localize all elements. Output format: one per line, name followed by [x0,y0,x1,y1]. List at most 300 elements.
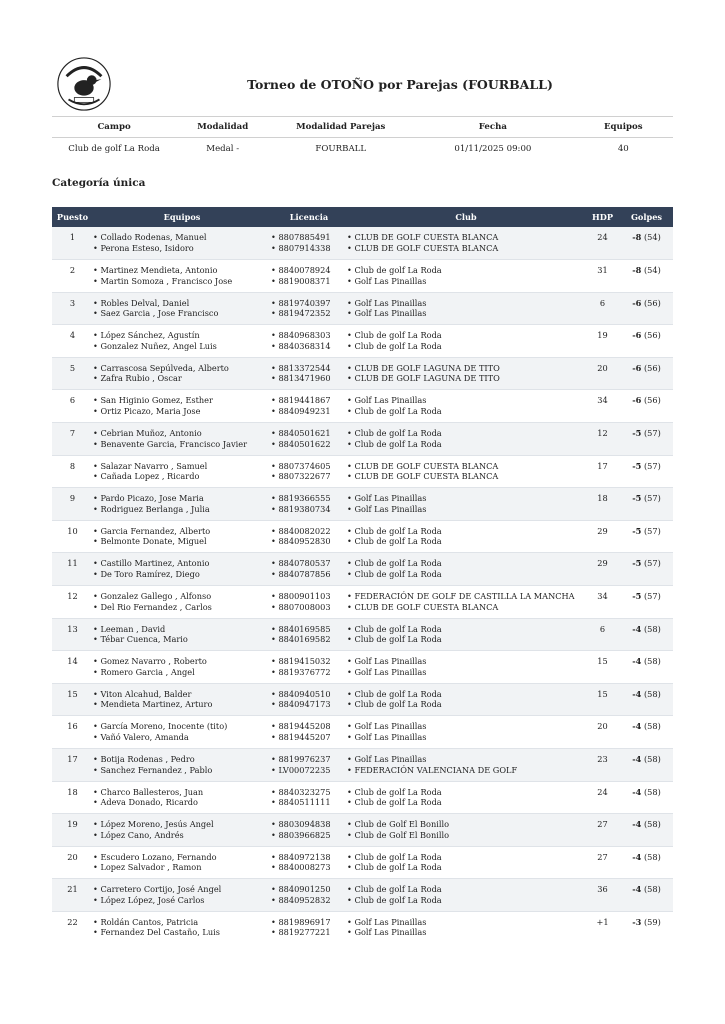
info-value-equipos: 40 [617,144,629,154]
license-number: • 8813372544 [271,363,347,374]
license-number: • 8819376772 [271,667,347,678]
table-row [52,455,673,488]
hdp-cell: +1 [585,911,620,944]
club-name-cell [347,488,585,521]
player-name-cell [93,814,271,847]
club-name-cell [347,227,585,260]
club-name: • Club de golf La Roda [347,439,585,450]
position-cell: 15 [52,683,93,716]
position-cell: 6 [52,390,93,423]
info-value-fecha: 01/11/2025 09:00 [454,144,532,154]
license-number: • 8840787856 [271,569,347,580]
score-to-par: -4 [632,656,642,667]
license-number: • 8819415032 [271,656,347,667]
hdp-cell: 24 [597,232,608,242]
golpes-cell [620,488,673,521]
license-number: • 8819445208 [271,721,347,732]
hdp-cell: 6 [585,292,620,325]
gross-score: (58) [643,721,661,732]
info-header-modalidad: Modalidad [176,117,269,138]
hdp-cell: 12 [585,423,620,456]
score-to-par: -4 [632,884,642,895]
table-row [52,651,673,684]
player-name: • Salazar Navarro , Samuel [93,461,271,472]
table-row [52,586,673,619]
table-row [52,781,673,814]
gross-score: (57) [643,558,661,569]
club-name: • Golf Las Pinaillas [347,504,585,515]
hdp-cell: 31 [585,260,620,293]
club-name: • Golf Las Pinaillas [347,493,585,504]
info-value-modalidad: Medal - [206,144,240,154]
position-cell: 22 [52,911,93,944]
club-name: • Golf Las Pinaillas [347,927,585,938]
player-name-cell [93,553,271,586]
table-row [52,618,673,651]
club-name-cell [347,586,585,619]
player-name: • Martinez Mendieta, Antonio [93,265,271,276]
club-name: • Club de golf La Roda [347,428,585,439]
table-row [52,227,673,260]
player-name: • López Sánchez, Agustín [93,330,271,341]
player-name-cell [93,227,271,260]
player-name: • Sanchez Fernandez , Pablo [93,765,271,776]
license-number: • 8807885491 [271,232,347,243]
info-value-modalidad-parejas: FOURBALL [315,144,367,154]
col-header-club: Club [347,207,585,227]
license-number: • 8813471960 [271,373,347,384]
score-to-par: -4 [632,754,642,764]
position-cell: 19 [52,814,93,847]
player-name: • Belmonte Donate, Miguel [93,536,271,547]
score-to-par: -4 [632,819,642,830]
player-name: • Charco Ballesteros, Juan [93,787,271,798]
player-name: • Lopez Salvador , Ramon [93,862,271,873]
player-name: • Tébar Cuenca, Mario [93,634,271,645]
gross-score: (56) [643,297,661,308]
hdp-cell: 19 [585,325,620,358]
gross-score: (57) [643,460,661,471]
license-number: • 8840947173 [271,699,347,710]
club-name-cell [347,455,585,488]
license-number: • 8840940510 [271,689,347,700]
gross-score: (58) [643,656,661,667]
position-cell: 5 [52,357,93,390]
score-to-par: -4 [632,688,642,699]
license-number-cell [271,879,347,912]
info-value-campo: Club de golf La Roda [68,144,160,154]
player-name: • Robles Delval, Daniel [93,298,271,309]
license-number: • 8819380734 [271,504,347,515]
position-cell: 11 [52,553,93,586]
golpes-cell [620,455,673,488]
position-cell: 16 [52,716,93,749]
golpes-cell [620,553,673,586]
license-number: • 8840078924 [271,265,347,276]
golpes-cell [620,716,673,749]
player-name: • Carrascosa Sepúlveda, Alberto [93,363,271,374]
score-to-par: -5 [632,525,642,536]
position-cell: 20 [52,846,93,879]
club-name: • FEDERACIÓN DE GOLF DE CASTILLA LA MANCHA [347,591,585,602]
license-number: • 8819472352 [271,308,347,319]
golpes-cell [620,423,673,456]
club-name-cell [347,683,585,716]
player-name-cell [93,879,271,912]
player-name: • Cañada Lopez , Ricardo [93,471,271,482]
golpes-cell [620,390,673,423]
golpes-cell [620,911,673,944]
player-name: • Gomez Navarro , Roberto [93,656,271,667]
golpes-cell [620,879,673,912]
player-name: • Benavente Garcia, Francisco Javier [93,439,271,450]
player-name: • García Moreno, Inocente (tito) [93,721,271,732]
club-name-cell [347,651,585,684]
position-cell: 21 [52,879,93,912]
player-name-cell [93,325,271,358]
license-number-cell [271,520,347,553]
score-to-par: -5 [632,558,642,569]
hdp-cell: 6 [585,618,620,651]
license-number: • 8840968303 [271,330,347,341]
player-name-cell [93,749,271,782]
license-number: • 8819896917 [271,917,347,928]
gross-score: (57) [643,525,661,536]
license-number-cell [271,781,347,814]
hdp-cell: 18 [585,488,620,521]
gross-score: (58) [643,851,661,862]
hdp-cell: 27 [585,814,620,847]
position-cell: 13 [52,618,93,651]
club-name-cell [347,911,585,944]
gross-score: (57) [643,428,661,439]
golpes-cell [620,846,673,879]
hdp-cell: 24 [585,781,620,814]
club-name-cell [347,423,585,456]
golpes-cell [620,781,673,814]
category-title: Categoría única [52,177,146,189]
gross-score: (57) [643,591,661,602]
club-name: • CLUB DE GOLF CUESTA BLANCA [347,243,585,254]
player-name: • Ortiz Picazo, Maria Jose [93,406,271,417]
license-number-cell [271,814,347,847]
club-name: • CLUB DE GOLF CUESTA BLANCA [347,602,585,613]
club-name-cell [347,553,585,586]
hdp-cell: 29 [585,520,620,553]
club-name: • CLUB DE GOLF LAGUNA DE TITO [347,363,585,374]
table-row [52,879,673,912]
club-name: • Club de Golf El Bonillo [347,830,585,841]
score-to-par: -6 [632,297,642,308]
gross-score: (56) [643,330,661,341]
results-body [52,227,673,944]
player-name: • Escudero Lozano, Fernando [93,852,271,863]
player-name: • Del Rio Fernandez , Carlos [93,602,271,613]
player-name: • Perona Esteso, Isidoro [93,243,271,254]
player-name-cell [93,260,271,293]
score-to-par: -5 [632,460,642,471]
player-name: • Viton Alcahud, Balder [93,689,271,700]
club-name-cell [347,325,585,358]
player-name: • San Higinio Gomez, Esther [93,395,271,406]
club-name: • Club de golf La Roda [347,797,585,808]
position-cell: 2 [52,260,93,293]
position-cell: 10 [52,520,93,553]
player-name: • Zafra Rubio , Oscar [93,373,271,384]
info-header-campo: Campo [52,117,176,138]
table-row [52,520,673,553]
license-number-cell [271,651,347,684]
player-name: • Gonzalez Gallego , Alfonso [93,591,271,602]
golpes-cell [620,520,673,553]
player-name-cell [93,586,271,619]
position-cell: 3 [52,292,93,325]
club-name-cell [347,716,585,749]
golpes-cell [620,227,673,260]
license-number: • 8840901250 [271,884,347,895]
club-name: • Club de golf La Roda [347,569,585,580]
club-name: • Club de Golf El Bonillo [347,819,585,830]
score-to-par: -6 [632,330,642,341]
score-to-par: -8 [632,232,642,242]
player-name: • López Moreno, Jesús Angel [93,819,271,830]
golpes-cell [620,618,673,651]
score-to-par: -4 [632,623,642,634]
license-number: • 8819445207 [271,732,347,743]
player-name-cell [93,292,271,325]
license-number-cell [271,292,347,325]
score-to-par: -4 [632,851,642,862]
player-name: • Carretero Cortijo, José Angel [93,884,271,895]
club-name: • Golf Las Pinaillas [347,667,585,678]
license-number: • 8840082022 [271,526,347,537]
license-number: • 8819441867 [271,395,347,406]
club-name-cell [347,879,585,912]
player-name: • Pardo Picazo, Jose Maria [93,493,271,504]
club-name: • Club de golf La Roda [347,895,585,906]
table-row [52,911,673,944]
info-header-fecha: Fecha [412,117,573,138]
position-cell: 1 [69,232,76,242]
license-number: • LV00072235 [271,765,347,776]
license-number: • 8840972138 [271,852,347,863]
player-name: • Vañó Valero, Amanda [93,732,271,743]
score-to-par: -6 [632,395,642,406]
golpes-cell [620,683,673,716]
club-name: • Club de golf La Roda [347,558,585,569]
hdp-cell: 20 [585,357,620,390]
table-row [52,357,673,390]
golpes-cell [620,292,673,325]
gross-score: (54) [643,232,661,242]
club-name: • Club de golf La Roda [347,884,585,895]
club-name: • CLUB DE GOLF CUESTA BLANCA [347,471,585,482]
license-number-cell [271,683,347,716]
license-number: • 8840008273 [271,862,347,873]
position-cell: 8 [52,455,93,488]
player-name-cell [93,618,271,651]
club-name: • Golf Las Pinaillas [347,395,585,406]
score-to-par: -4 [632,721,642,732]
table-row [52,846,673,879]
license-number-cell [271,749,347,782]
hdp-cell: 29 [585,553,620,586]
license-number-cell [271,553,347,586]
license-number: • 8819976237 [271,754,347,765]
score-to-par: -4 [632,786,642,797]
hdp-cell: 34 [585,586,620,619]
club-name: • Club de golf La Roda [347,330,585,341]
player-name-cell [93,651,271,684]
hdp-cell: 36 [585,879,620,912]
golpes-cell [620,749,673,782]
player-name: • Adeva Donado, Ricardo [93,797,271,808]
player-name-cell [93,455,271,488]
license-number-cell [271,618,347,651]
club-name: • Golf Las Pinaillas [347,732,585,743]
license-number-cell [271,227,347,260]
golpes-cell [620,325,673,358]
club-name: • Club de golf La Roda [347,265,585,276]
club-name: • Club de golf La Roda [347,536,585,547]
hdp-cell: 34 [585,390,620,423]
license-number: • 8807322677 [271,471,347,482]
hdp-cell: 27 [585,846,620,879]
club-name: • Golf Las Pinaillas [347,656,585,667]
license-number-cell [271,357,347,390]
col-header-licencia: Licencia [271,207,347,227]
license-number-cell [271,455,347,488]
club-name: • Club de golf La Roda [347,699,585,710]
table-row [52,390,673,423]
license-number-cell [271,390,347,423]
license-number: • 8840169582 [271,634,347,645]
license-number: • 8803966825 [271,830,347,841]
club-name: • Club de golf La Roda [347,787,585,798]
license-number: • 8819740397 [271,298,347,309]
club-name-cell [347,520,585,553]
club-name: • CLUB DE GOLF CUESTA BLANCA [347,232,585,243]
position-cell: 14 [52,651,93,684]
col-header-hdp: HDP [585,207,620,227]
license-number: • 8840511111 [271,797,347,808]
position-cell: 17 [52,749,93,782]
license-number: • 8819008371 [271,276,347,287]
table-row [52,683,673,716]
col-header-equipos: Equipos [93,207,271,227]
player-name: • Gonzalez Nuñez, Angel Luis [93,341,271,352]
club-name-cell [347,846,585,879]
license-number: • 8840368314 [271,341,347,352]
player-name: • De Toro Ramírez, Diego [93,569,271,580]
golpes-cell [620,814,673,847]
player-name: • López Cano, Andrés [93,830,271,841]
club-name: • Golf Las Pinaillas [347,754,585,765]
license-number: • 8840169585 [271,624,347,635]
license-number-cell [271,423,347,456]
license-number: • 8819366555 [271,493,347,504]
license-number-cell [271,846,347,879]
license-number: • 8840501621 [271,428,347,439]
club-name: • Golf Las Pinaillas [347,276,585,287]
license-number: • 8840501622 [271,439,347,450]
score-to-par: -5 [632,591,642,602]
gross-score: (58) [643,786,661,797]
player-name: • Castillo Martinez, Antonio [93,558,271,569]
license-number: • 8800901103 [271,591,347,602]
license-number: • 8840780537 [271,558,347,569]
license-number-cell [271,488,347,521]
club-name: • Golf Las Pinaillas [347,721,585,732]
club-name-cell [347,814,585,847]
position-cell: 12 [52,586,93,619]
gross-score: (56) [643,362,661,373]
license-number-cell [271,260,347,293]
player-name: • Botija Rodenas , Pedro [93,754,271,765]
score-to-par: -3 [632,916,642,927]
position-cell: 9 [52,488,93,521]
table-row [52,488,673,521]
club-name-cell [347,749,585,782]
position-cell: 7 [52,423,93,456]
club-name-cell [347,390,585,423]
club-name: • CLUB DE GOLF LAGUNA DE TITO [347,373,585,384]
club-name: • Club de golf La Roda [347,341,585,352]
table-row [52,423,673,456]
gross-score: (58) [643,884,661,895]
score-to-par: -6 [632,362,642,373]
player-name: • Romero Garcia , Angel [93,667,271,678]
club-name-cell [347,618,585,651]
golpes-cell [620,586,673,619]
table-row [52,814,673,847]
club-name: • Club de golf La Roda [347,852,585,863]
player-name: • Saez Garcia , Jose Francisco [93,308,271,319]
license-number-cell [271,325,347,358]
col-header-golpes: Golpes [620,207,673,227]
club-logo [55,55,113,113]
license-number: • 8807374605 [271,461,347,472]
table-row [52,260,673,293]
gross-score: (58) [643,688,661,699]
table-row [52,553,673,586]
hdp-cell: 15 [585,651,620,684]
player-name-cell [93,911,271,944]
license-number-cell [271,716,347,749]
position-cell: 18 [52,781,93,814]
results-table [52,207,673,944]
player-name: • Cebrian Muñoz, Antonio [93,428,271,439]
info-header-equipos: Equipos [574,117,673,138]
golpes-cell [620,260,673,293]
score-to-par: -5 [632,493,642,504]
club-name: • Golf Las Pinaillas [347,917,585,928]
license-number: • 8819277221 [271,927,347,938]
player-name-cell [93,357,271,390]
license-number: • 8840952830 [271,536,347,547]
player-name: • López López, José Carlos [93,895,271,906]
club-name: • Club de golf La Roda [347,624,585,635]
license-number: • 8807914338 [271,243,347,254]
club-name: • Club de golf La Roda [347,406,585,417]
page-title: Torneo de OTOÑO por Parejas (FOURBALL) [247,77,553,92]
hdp-cell: 23 [585,749,620,782]
player-name: • Roldán Cantos, Patricia [93,917,271,928]
col-header-puesto: Puesto [52,207,93,227]
score-to-par: -8 [632,265,642,276]
hdp-cell: 20 [585,716,620,749]
table-row [52,749,673,782]
